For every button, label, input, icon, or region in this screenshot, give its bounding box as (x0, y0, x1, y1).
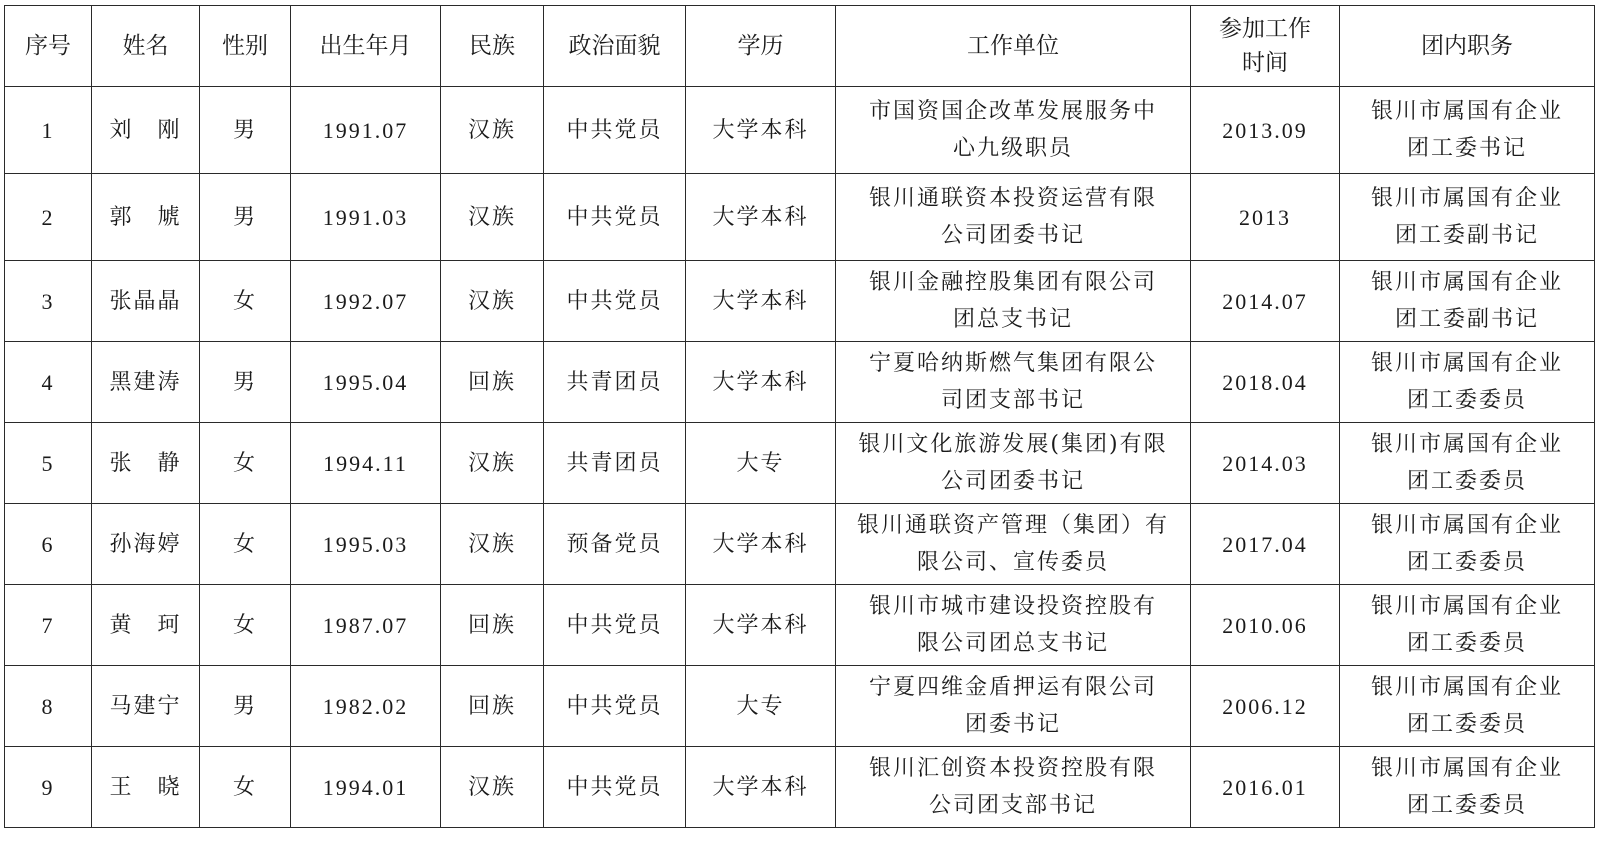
cell-workplace (836, 423, 1191, 504)
cell-gender: 女 (200, 504, 291, 585)
cell-position (1340, 261, 1595, 342)
cell-seq: 9 (5, 747, 92, 828)
cell-birth: 1992.07 (291, 261, 441, 342)
cell-education: 大学本科 (686, 747, 836, 828)
table-row (5, 747, 1595, 828)
cell-name: 张 静 (92, 423, 200, 504)
position-line: 银川市属国有企业 (1370, 351, 1563, 376)
roster-body (5, 87, 1595, 828)
cell-workplace (836, 504, 1191, 585)
cell-education: 大学本科 (686, 261, 836, 342)
cell-position (1340, 342, 1595, 423)
cell-name: 郭 虓 (92, 174, 200, 261)
cell-name: 刘 刚 (92, 87, 200, 174)
position-line: 团工委委员 (1406, 793, 1527, 818)
position-line: 银川市属国有企业 (1370, 270, 1563, 295)
cell-birth: 1995.04 (291, 342, 441, 423)
header-row (5, 6, 1595, 87)
cell-name: 黄 珂 (92, 585, 200, 666)
cell-gender: 男 (200, 87, 291, 174)
cell-education: 大学本科 (686, 342, 836, 423)
cell-ethnicity: 回族 (441, 342, 544, 423)
position-line: 银川市属国有企业 (1370, 756, 1563, 781)
cell-seq: 3 (5, 261, 92, 342)
cell-birth: 1995.03 (291, 504, 441, 585)
cell-work-start: 2006.12 (1191, 666, 1340, 747)
cell-work-start: 2014.07 (1191, 261, 1340, 342)
cell-name: 张晶晶 (92, 261, 200, 342)
table-row (5, 423, 1595, 504)
workplace-line: 司团支部书记 (940, 388, 1085, 413)
workplace-line: 宁夏哈纳斯燃气集团有限公 (868, 351, 1157, 376)
cell-seq: 1 (5, 87, 92, 174)
cell-gender: 男 (200, 342, 291, 423)
header-birth: 出生年月 (291, 6, 441, 87)
cell-education: 大学本科 (686, 585, 836, 666)
cell-gender: 女 (200, 261, 291, 342)
cell-ethnicity: 汉族 (441, 174, 544, 261)
cell-position (1340, 747, 1595, 828)
cell-seq: 7 (5, 585, 92, 666)
cell-ethnicity: 汉族 (441, 261, 544, 342)
cell-birth: 1982.02 (291, 666, 441, 747)
header-work-start (1191, 6, 1340, 87)
position-line: 银川市属国有企业 (1370, 99, 1563, 124)
workplace-line: 公司团委书记 (940, 223, 1085, 248)
workplace-line: 银川金融控股集团有限公司 (868, 270, 1157, 295)
cell-seq: 5 (5, 423, 92, 504)
position-line: 团工委委员 (1406, 712, 1527, 737)
position-line: 银川市属国有企业 (1370, 675, 1563, 700)
cell-political: 预备党员 (544, 504, 686, 585)
cell-seq: 6 (5, 504, 92, 585)
cell-birth: 1994.01 (291, 747, 441, 828)
cell-workplace (836, 174, 1191, 261)
table-row (5, 174, 1595, 261)
cell-position (1340, 174, 1595, 261)
workplace-line: 银川通联资产管理（集团）有 (856, 513, 1169, 538)
cell-political: 中共党员 (544, 747, 686, 828)
position-line: 银川市属国有企业 (1370, 432, 1563, 457)
position-line: 银川市属国有企业 (1370, 186, 1563, 211)
cell-political: 中共党员 (544, 666, 686, 747)
header-work-start-line2: 时间 (1242, 50, 1288, 76)
workplace-line: 银川通联资本投资运营有限 (868, 186, 1157, 211)
cell-education: 大学本科 (686, 87, 836, 174)
cell-seq: 2 (5, 174, 92, 261)
cell-work-start: 2017.04 (1191, 504, 1340, 585)
cell-education: 大学本科 (686, 504, 836, 585)
table-row (5, 261, 1595, 342)
workplace-line: 公司团支部书记 (928, 793, 1097, 818)
cell-workplace (836, 585, 1191, 666)
cell-gender: 女 (200, 747, 291, 828)
cell-name: 王 晓 (92, 747, 200, 828)
position-line: 团工委委员 (1406, 550, 1527, 575)
cell-ethnicity: 回族 (441, 666, 544, 747)
workplace-line: 团委书记 (964, 712, 1061, 737)
cell-position (1340, 585, 1595, 666)
cell-ethnicity: 汉族 (441, 747, 544, 828)
cell-political: 中共党员 (544, 87, 686, 174)
member-roster-table (4, 5, 1595, 828)
cell-seq: 4 (5, 342, 92, 423)
cell-political: 中共党员 (544, 585, 686, 666)
position-line: 银川市属国有企业 (1370, 594, 1563, 619)
workplace-line: 限公司团总支书记 (916, 631, 1109, 656)
cell-name: 马建宁 (92, 666, 200, 747)
cell-ethnicity: 汉族 (441, 423, 544, 504)
header-ethnicity: 民族 (441, 6, 544, 87)
cell-education: 大专 (686, 666, 836, 747)
workplace-line: 限公司、宣传委员 (916, 550, 1109, 575)
cell-work-start: 2013.09 (1191, 87, 1340, 174)
position-line: 团工委副书记 (1394, 307, 1539, 332)
workplace-line: 宁夏四维金盾押运有限公司 (868, 675, 1157, 700)
table-row (5, 666, 1595, 747)
cell-political: 中共党员 (544, 174, 686, 261)
header-name: 姓名 (92, 6, 200, 87)
cell-position (1340, 87, 1595, 174)
cell-gender: 男 (200, 666, 291, 747)
cell-birth: 1991.03 (291, 174, 441, 261)
position-line: 银川市属国有企业 (1370, 513, 1563, 538)
cell-workplace (836, 87, 1191, 174)
cell-workplace (836, 342, 1191, 423)
cell-gender: 男 (200, 174, 291, 261)
workplace-line: 银川文化旅游发展(集团)有限 (858, 432, 1168, 457)
cell-workplace (836, 261, 1191, 342)
cell-work-start: 2010.06 (1191, 585, 1340, 666)
cell-work-start: 2014.03 (1191, 423, 1340, 504)
header-seq: 序号 (5, 6, 92, 87)
cell-workplace (836, 747, 1191, 828)
cell-political: 共青团员 (544, 423, 686, 504)
cell-name: 孙海婷 (92, 504, 200, 585)
header-position: 团内职务 (1340, 6, 1595, 87)
cell-political: 共青团员 (544, 342, 686, 423)
table-row (5, 342, 1595, 423)
cell-work-start: 2013 (1191, 174, 1340, 261)
header-work-start-line1: 参加工作 (1219, 16, 1311, 42)
workplace-line: 银川市城市建设投资控股有 (868, 594, 1157, 619)
position-line: 团工委副书记 (1394, 223, 1539, 248)
cell-position (1340, 423, 1595, 504)
cell-name: 黑建涛 (92, 342, 200, 423)
workplace-line: 公司团委书记 (940, 469, 1085, 494)
workplace-line: 团总支书记 (952, 307, 1073, 332)
table-row (5, 504, 1595, 585)
cell-work-start: 2016.01 (1191, 747, 1340, 828)
position-line: 团工委书记 (1406, 136, 1527, 161)
cell-ethnicity: 汉族 (441, 504, 544, 585)
position-line: 团工委委员 (1406, 388, 1527, 413)
cell-position (1340, 666, 1595, 747)
position-line: 团工委委员 (1406, 631, 1527, 656)
cell-workplace (836, 666, 1191, 747)
header-education: 学历 (686, 6, 836, 87)
workplace-line: 市国资国企改革发展服务中 (868, 99, 1157, 124)
cell-ethnicity: 回族 (441, 585, 544, 666)
cell-ethnicity: 汉族 (441, 87, 544, 174)
header-political: 政治面貌 (544, 6, 686, 87)
cell-gender: 女 (200, 585, 291, 666)
position-line: 团工委委员 (1406, 469, 1527, 494)
cell-political: 中共党员 (544, 261, 686, 342)
table-row (5, 585, 1595, 666)
cell-birth: 1991.07 (291, 87, 441, 174)
cell-education: 大专 (686, 423, 836, 504)
cell-birth: 1987.07 (291, 585, 441, 666)
cell-work-start: 2018.04 (1191, 342, 1340, 423)
cell-gender: 女 (200, 423, 291, 504)
cell-education: 大学本科 (686, 174, 836, 261)
workplace-line: 心九级职员 (952, 136, 1073, 161)
table-row (5, 87, 1595, 174)
cell-seq: 8 (5, 666, 92, 747)
cell-position (1340, 504, 1595, 585)
workplace-line: 银川汇创资本投资控股有限 (868, 756, 1157, 781)
header-workplace: 工作单位 (836, 6, 1191, 87)
cell-birth: 1994.11 (291, 423, 441, 504)
header-gender: 性别 (200, 6, 291, 87)
